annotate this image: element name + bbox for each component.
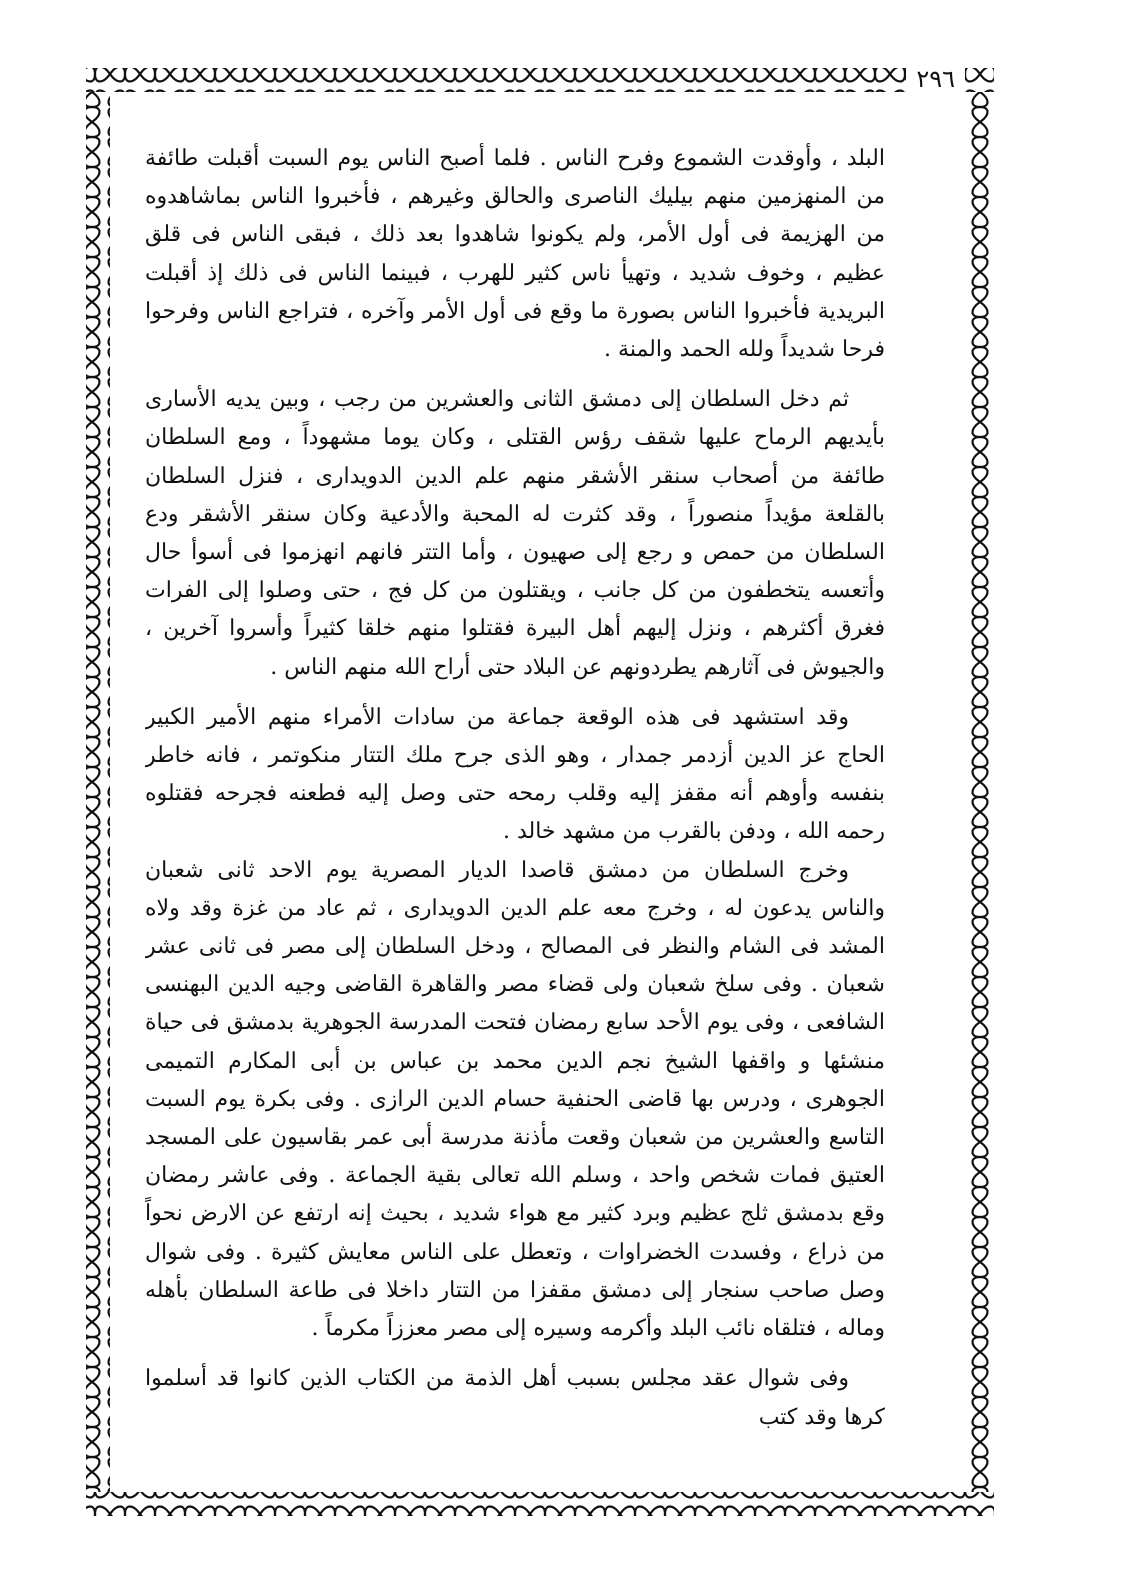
paragraph-3: وقد استشهد فى هذه الوقعة جماعة من سادات الأمراء منهم الأمير الكبير الحاج عز الدين أزدمر جمدار ، وهو الذى جرح ملك التتار منكوتمر ، فانه خاطر بنفسه وأوهم أنه مقفز إليه وقلب رمحه حتى وصل إليه فطعنه فجرحه فقتلوه رحمه الله ، ودفن بالقرب من مشهد خالد . (145, 704, 885, 845)
page-text-body (145, 140, 885, 1470)
paragraph-1: البلد ، وأوقدت الشموع وفرح الناس . فلما أصبح الناس يوم السبت أقبلت طائفة من المنهزمين منهم بيليك الناصرى والحالق وغيرهم ، فأخبروا الناس بماشاهدوه من الهزيمة فى أول الأمر، ولم يكونوا شاهدوا بعد ذلك ، فبقى الناس فى قلق عظيم ، وخوف شديد ، وتهيأ ناس كثير للهرب ، فبينما الناس فى ذلك إذ أقبلت البريدية فأخبروا الناس بصورة ما وقع فى أول الأمر وآخره ، فتراجع الناس وفرحوا فرحا شديداً ولله الحمد والمنة . (145, 146, 885, 363)
paragraph-5: وفى شوال عقد مجلس بسبب أهل الذمة من الكتاب الذين كانوا قد أسلموا كرها وقد كتب (145, 1366, 885, 1430)
page-number: ٢٩٦ (906, 62, 965, 96)
paragraph-4: وخرج السلطان من دمشق قاصدا الديار المصرية يوم الاحد ثانى شعبان والناس يدعون له ، وخرج معه علم الدين الدويدارى ، ثم عاد من غزة وقد ولاه المشد فى الشام والنظر فى المصالح ، ودخل السلطان إلى مصر فى ثانى عشر شعبان . وفى سلخ شعبان ولى قضاء مصر والقاهرة القاضى وجيه الدين البهنسى الشافعى ، وفى يوم الأحد سابع رمضان فتحت المدرسة الجوهرية بدمشق فى حياة منشئها و واقفها الشيخ نجم الدين محمد بن عباس بن أبى المكارم التميمى الجوهرى ، ودرس بها قاضى الحنفية حسام الدين الرازى . وفى بكرة يوم السبت التاسع والعشرين من شعبان وقعت مأذنة مدرسة أبى عمر بقاسيون على المسجد العتيق فمات شخص واحد ، وسلم الله تعالى بقية الجماعة . وفى عاشر رمضان وقع بدمشق ثلج عظيم وبرد كثير مع هواء شديد ، بحيث إنه ارتفع عن الارض نحواً من ذراع ، وفسدت الخضراوات ، وتعطل على الناس معايش كثيرة . وفى شوال وصل صاحب سنجار إلى دمشق مقفزا من التتار داخلا فى طاعة السلطان بأهله وماله ، فتلقاه نائب البلد وأكرمه وسيره إلى مصر معززاً مكرماً . (145, 857, 885, 1342)
paragraph-2: ثم دخل السلطان إلى دمشق الثانى والعشرين من رجب ، وبين يديه الأسارى بأيديهم الرماح عليها شقف رؤس القتلى ، وكان يوما مشهوداً ، ومع السلطان طائفة من أصحاب سنقر الأشقر منهم علم الدين الدويدارى ، فنزل السلطان بالقلعة مؤيداً منصوراً ، وقد كثرت له المحبة والأدعية وكان سنقر الأشقر ودع السلطان من حمص و رجع إلى صهيون ، وأما التتر فانهم انهزموا فى أسوأ حال وأتعسه يتخطفون من كل جانب ، ويقتلون من كل فج ، حتى وصلوا إلى الفرات فغرق أكثرهم ، ونزل إليهم أهل البيرة فقتلوا منهم خلقا كثيراً وأسروا آخرين ، والجيوش فى آثارهم يطردونهم عن البلاد حتى أراح الله منهم الناس . (145, 387, 885, 680)
